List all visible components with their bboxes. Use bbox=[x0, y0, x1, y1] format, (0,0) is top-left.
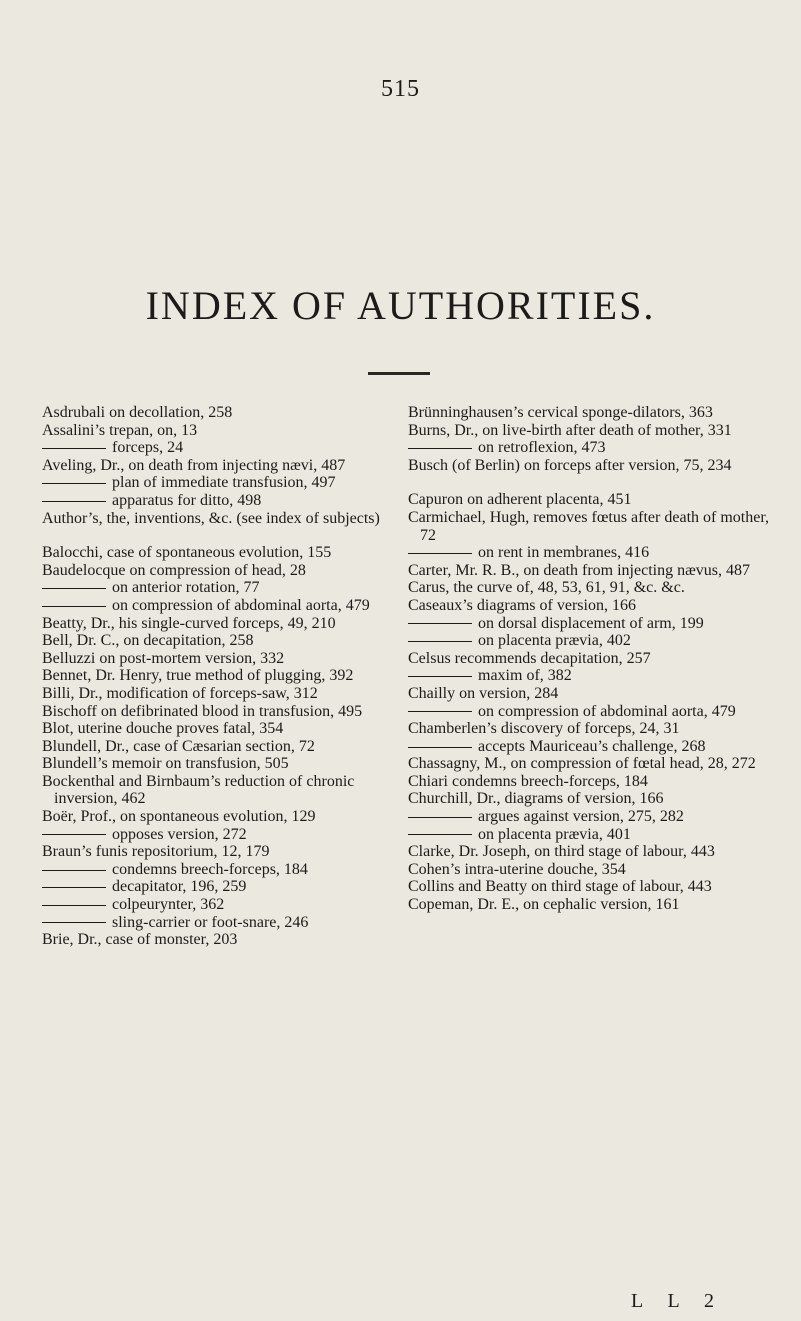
index-entry bbox=[42, 843, 404, 861]
index-entry bbox=[408, 544, 770, 562]
index-entry bbox=[42, 544, 404, 562]
index-entry bbox=[42, 492, 404, 510]
ditto-dash bbox=[408, 834, 472, 835]
right-column bbox=[408, 404, 770, 914]
signature-mark: L L 2 bbox=[631, 1290, 724, 1312]
index-entry bbox=[408, 667, 770, 685]
index-entry-text: Chamberlen’s discovery of forceps, 24, 31 bbox=[408, 720, 680, 738]
index-entry bbox=[42, 703, 404, 721]
index-entry bbox=[42, 510, 404, 528]
ditto-dash bbox=[408, 676, 472, 677]
ditto-dash bbox=[42, 588, 106, 589]
index-entry-text: Copeman, Dr. E., on cephalic version, 161 bbox=[408, 896, 680, 914]
index-entry-text: forceps, 24 bbox=[112, 439, 184, 457]
index-entry bbox=[42, 773, 404, 808]
ditto-dash bbox=[408, 711, 472, 712]
index-entry-text: Carus, the curve of, 48, 53, 61, 91, &c. &c. bbox=[408, 579, 685, 597]
index-entry bbox=[408, 878, 770, 896]
index-entry-text: on rent in membranes, 416 bbox=[478, 544, 650, 562]
ditto-dash bbox=[408, 553, 472, 554]
left-column bbox=[42, 404, 404, 949]
ditto-dash bbox=[42, 483, 106, 484]
ditto-dash bbox=[42, 905, 106, 906]
index-entry bbox=[42, 931, 404, 949]
index-entry bbox=[42, 404, 404, 422]
index-entry bbox=[42, 439, 404, 457]
index-entry-text: Boër, Prof., on spontaneous evolution, 129 bbox=[42, 808, 316, 826]
index-entry bbox=[42, 474, 404, 492]
index-entry-text: Aveling, Dr., on death from injecting nævi, 487 bbox=[42, 456, 346, 474]
index-entry-text: maxim of, 382 bbox=[478, 667, 572, 685]
index-entry-text: Brünninghausen’s cervical sponge-dilators, 363 bbox=[408, 404, 713, 421]
index-entry-text: accepts Mauriceau’s challenge, 268 bbox=[478, 737, 706, 755]
index-entry-text: condemns breech-forceps, 184 bbox=[112, 860, 308, 878]
index-entry-text: Balocchi, case of spontaneous evolution, 155 bbox=[42, 544, 332, 562]
index-entry bbox=[42, 650, 404, 668]
index-entry-text: on anterior rotation, 77 bbox=[112, 579, 260, 597]
index-entry bbox=[408, 685, 770, 703]
index-entry-text: Author’s, the, inventions, &c. (see index of subjects) bbox=[42, 509, 380, 527]
index-entry bbox=[408, 843, 770, 861]
index-entry bbox=[408, 861, 770, 879]
index-entry bbox=[42, 615, 404, 633]
index-entry bbox=[408, 422, 770, 440]
index-entry-text: Carter, Mr. R. B., on death from injecting nævus, 487 bbox=[408, 561, 750, 579]
index-entry bbox=[408, 632, 770, 650]
index-entry-text: Cohen’s intra-uterine douche, 354 bbox=[408, 860, 626, 878]
index-entry-text: Clarke, Dr. Joseph, on third stage of labour, 443 bbox=[408, 843, 715, 861]
index-entry-text: Assalini’s trepan, on, 13 bbox=[42, 421, 198, 439]
index-entry bbox=[42, 878, 404, 896]
index-entry bbox=[42, 755, 404, 773]
index-entry-text: Chiari condemns breech-forceps, 184 bbox=[408, 772, 648, 790]
index-entry-text: Churchill, Dr., diagrams of version, 166 bbox=[408, 790, 664, 808]
index-entry bbox=[42, 685, 404, 703]
index-entry-text: Bockenthal and Birnbaum’s reduction of chronic inversion, 462 bbox=[42, 772, 355, 808]
index-entry-text: Bennet, Dr. Henry, true method of plugging, 392 bbox=[42, 667, 354, 685]
index-entry-text: Celsus recommends decapitation, 257 bbox=[408, 649, 651, 667]
index-entry bbox=[408, 896, 770, 914]
index-entry-text: Bell, Dr. C., on decapitation, 258 bbox=[42, 632, 254, 650]
index-entry-text: on retroflexion, 473 bbox=[478, 439, 606, 457]
index-entry bbox=[408, 579, 770, 597]
index-entry bbox=[408, 773, 770, 791]
index-entry-text: Chailly on version, 284 bbox=[408, 684, 559, 702]
index-entry-text: Carmichael, Hugh, removes fœtus after death of mother, 72 bbox=[408, 508, 770, 544]
ditto-dash bbox=[408, 747, 472, 748]
ditto-dash bbox=[42, 448, 106, 449]
index-entry-text: decapitator, 196, 259 bbox=[112, 878, 247, 896]
index-entry-text: on dorsal displacement of arm, 199 bbox=[478, 614, 704, 632]
index-entry bbox=[42, 632, 404, 650]
index-entry-text: Chassagny, M., on compression of fœtal head, 28, 272 bbox=[408, 755, 756, 773]
index-entry-text: Asdrubali on decollation, 258 bbox=[42, 404, 233, 421]
index-entry bbox=[42, 738, 404, 756]
index-entry bbox=[408, 439, 770, 457]
index-entry bbox=[408, 808, 770, 826]
index-entry-text: Billi, Dr., modification of forceps-saw, 312 bbox=[42, 684, 318, 702]
index-entry bbox=[42, 808, 404, 826]
index-entry bbox=[42, 896, 404, 914]
index-entry-text: Busch (of Berlin) on forceps after version, 75, 234 bbox=[408, 456, 732, 474]
index-entry bbox=[42, 861, 404, 879]
ditto-dash bbox=[408, 817, 472, 818]
index-entry bbox=[408, 738, 770, 756]
index-entry-text: Burns, Dr., on live-birth after death of mother, 331 bbox=[408, 421, 732, 439]
index-entry bbox=[42, 579, 404, 597]
index-entry-text: Braun’s funis repositorium, 12, 179 bbox=[42, 843, 270, 861]
page-title: INDEX OF AUTHORITIES. bbox=[145, 283, 656, 328]
ditto-dash bbox=[42, 501, 106, 502]
index-entry bbox=[408, 509, 770, 544]
title-rule bbox=[368, 372, 430, 375]
index-entry-text: Blundell’s memoir on transfusion, 505 bbox=[42, 755, 289, 773]
page-number: 515 bbox=[381, 76, 420, 102]
ditto-dash bbox=[408, 641, 472, 642]
index-entry bbox=[408, 703, 770, 721]
ditto-dash bbox=[408, 623, 472, 624]
ditto-dash bbox=[42, 606, 106, 607]
index-entry bbox=[42, 720, 404, 738]
index-entry bbox=[42, 826, 404, 844]
index-entry bbox=[42, 562, 404, 580]
index-entry-text: plan of immediate transfusion, 497 bbox=[112, 474, 336, 492]
index-entry-text: Belluzzi on post-mortem version, 332 bbox=[42, 649, 285, 667]
index-entry-text: opposes version, 272 bbox=[112, 825, 247, 843]
index-entry bbox=[42, 667, 404, 685]
index-entry-text: on placenta prævia, 402 bbox=[478, 632, 631, 650]
index-entry bbox=[42, 457, 404, 475]
index-entry-text: argues against version, 275, 282 bbox=[478, 808, 684, 826]
index-entry-text: Blundell, Dr., case of Cæsarian section, 72 bbox=[42, 737, 315, 755]
index-entry-text: Baudelocque on compression of head, 28 bbox=[42, 561, 306, 579]
index-entry-text: Bischoff on defibrinated blood in transfusion, 495 bbox=[42, 702, 363, 720]
index-entry bbox=[408, 562, 770, 580]
index-entry bbox=[408, 491, 770, 509]
index-entry bbox=[408, 720, 770, 738]
index-entry-text: apparatus for ditto, 498 bbox=[112, 491, 262, 509]
index-entry bbox=[408, 404, 770, 422]
ditto-dash bbox=[408, 448, 472, 449]
ditto-dash bbox=[42, 834, 106, 835]
index-entry bbox=[408, 457, 770, 475]
index-entry-text: Collins and Beatty on third stage of labour, 443 bbox=[408, 878, 712, 896]
index-entry-text: Capuron on adherent placenta, 451 bbox=[408, 491, 632, 509]
ditto-dash bbox=[42, 922, 106, 923]
index-entry-text: on compression of abdominal aorta, 479 bbox=[478, 702, 736, 720]
index-entry bbox=[408, 650, 770, 668]
index-entry-text: colpeurynter, 362 bbox=[112, 896, 225, 914]
index-entry-text: Blot, uterine douche proves fatal, 354 bbox=[42, 720, 284, 738]
index-entry-text: on compression of abdominal aorta, 479 bbox=[112, 596, 370, 614]
ditto-dash bbox=[42, 870, 106, 871]
index-entry-text: on placenta prævia, 401 bbox=[478, 825, 631, 843]
index-entry bbox=[408, 615, 770, 633]
index-entry bbox=[408, 597, 770, 615]
index-entry bbox=[42, 597, 404, 615]
index-entry bbox=[42, 422, 404, 440]
index-entry bbox=[408, 790, 770, 808]
ditto-dash bbox=[42, 887, 106, 888]
index-entry bbox=[42, 914, 404, 932]
index-entry-text: Caseaux’s diagrams of version, 166 bbox=[408, 596, 636, 614]
index-entry bbox=[408, 755, 770, 773]
index-entry-text: sling-carrier or foot-snare, 246 bbox=[112, 913, 309, 931]
index-entry bbox=[408, 826, 770, 844]
index-entry-text: Beatty, Dr., his single-curved forceps, 49, 210 bbox=[42, 614, 336, 632]
index-entry-text: Brie, Dr., case of monster, 203 bbox=[42, 931, 238, 949]
